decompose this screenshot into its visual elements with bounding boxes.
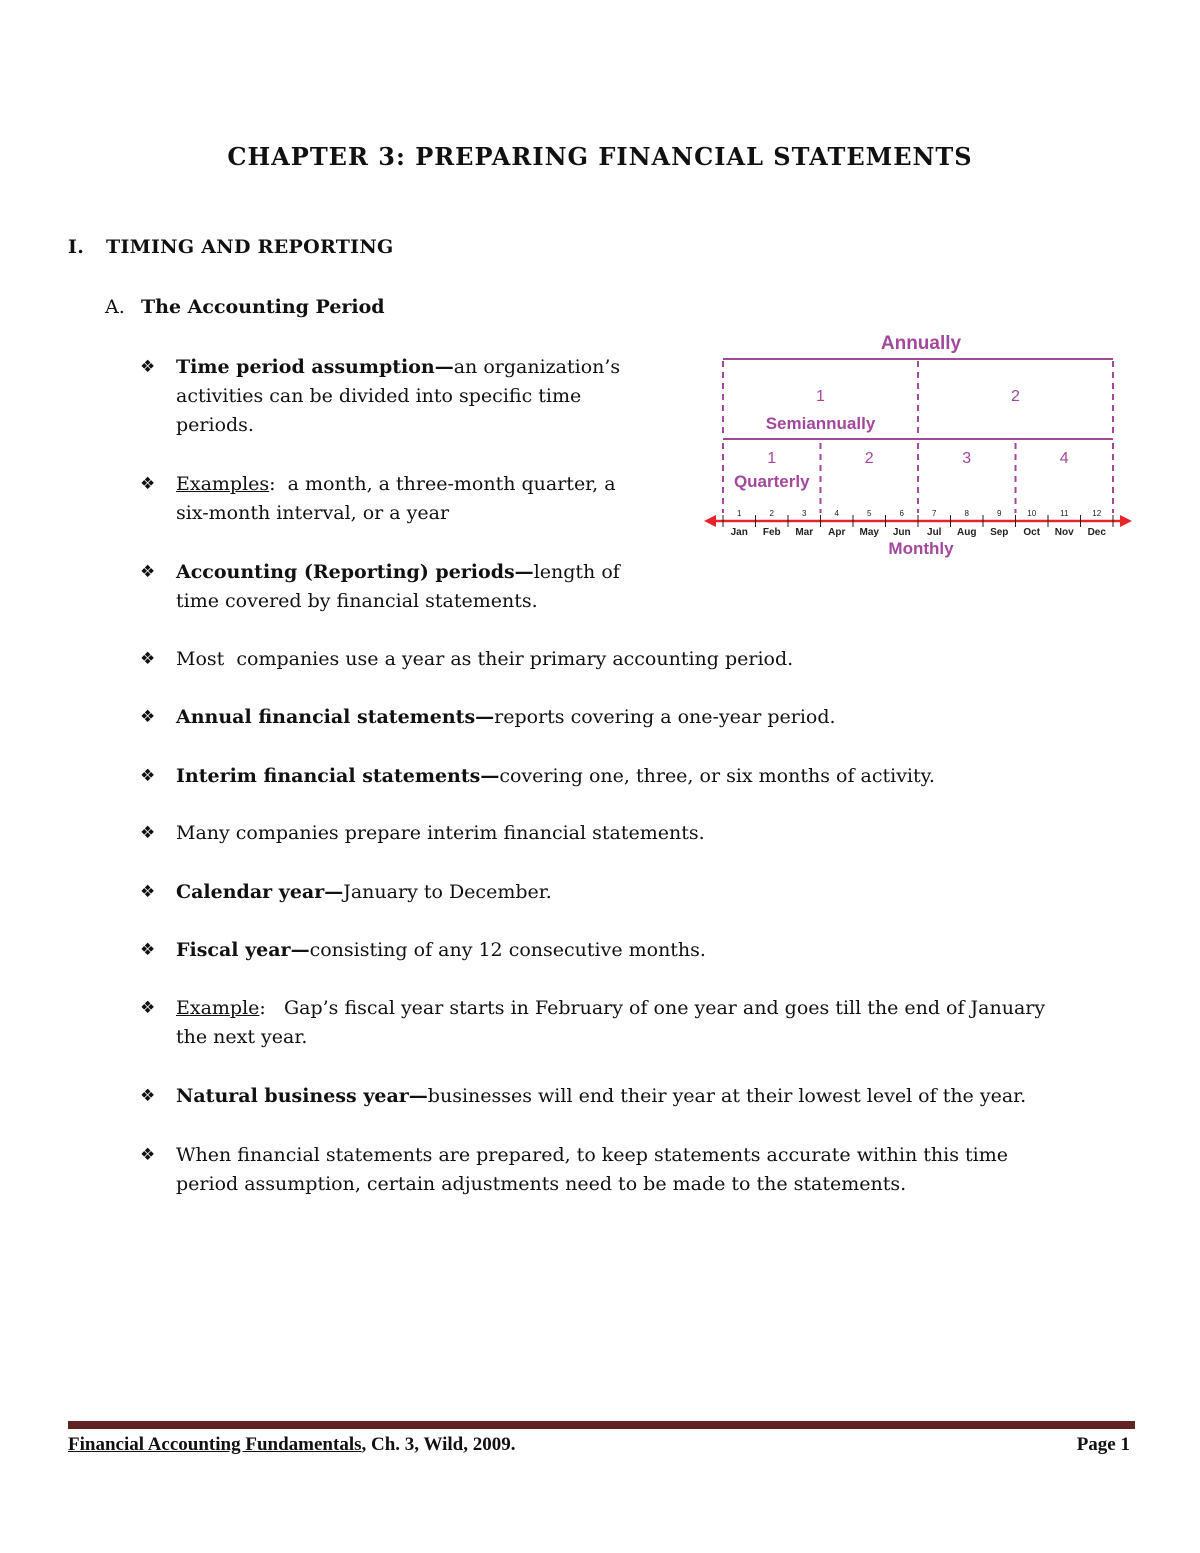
bullet-line [176, 1023, 1045, 1052]
half-number: 2 [1011, 388, 1020, 405]
month-number: 5 [867, 509, 872, 518]
footer-rule [68, 1421, 1135, 1429]
month-number: 11 [1060, 509, 1069, 518]
month-name: Feb [762, 527, 781, 538]
diamond-bullet-icon: ❖ [140, 1086, 156, 1106]
monthly-label: Monthly [888, 539, 954, 558]
text-run: Many companies prepare interim financial statements. [176, 822, 705, 844]
bullet-text [176, 936, 706, 965]
accounting-period-diagram [700, 325, 1140, 570]
underlined-label: Examples [176, 473, 270, 495]
section-title: TIMING AND REPORTING [106, 236, 394, 258]
bullet-line [176, 353, 620, 382]
bullet-line [176, 878, 552, 907]
bullet-text [176, 353, 620, 440]
text-run: Most companies use a year as their primary accounting period. [176, 648, 794, 670]
bullet-line [176, 499, 616, 528]
term: Annual financial statements— [176, 706, 495, 728]
month-name: Dec [1087, 527, 1106, 538]
text-run: consisting of any 12 consecutive months. [309, 939, 706, 961]
text-run: When financial statements are prepared, to keep statements accurate within this time [176, 1144, 1008, 1166]
bullet-text [176, 878, 552, 907]
text-run: periods. [176, 414, 254, 436]
half-number: 1 [816, 388, 825, 405]
month-name: Sep [990, 527, 1009, 538]
term: Fiscal year— [176, 939, 310, 961]
diamond-bullet-icon: ❖ [140, 766, 156, 786]
bullet-text [176, 819, 705, 848]
diamond-bullet-icon: ❖ [140, 882, 156, 902]
text-run: : a month, a three-month quarter, a [269, 473, 616, 495]
diamond-bullet-icon: ❖ [140, 649, 156, 669]
diamond-bullet-icon: ❖ [140, 562, 156, 582]
text-run: the next year. [176, 1026, 308, 1048]
month-number: 12 [1092, 509, 1102, 518]
month-number: 3 [802, 509, 807, 518]
text-run: length of [533, 561, 620, 583]
section-number: I. [68, 236, 85, 258]
month-number: 7 [932, 509, 937, 518]
month-name: Apr [828, 527, 846, 538]
subsection-letter: A. [105, 296, 125, 318]
footer-citation: , Ch. 3, Wild, 2009. [361, 1434, 516, 1455]
arrow-right-icon [1120, 515, 1132, 527]
text-run: covering one, three, or six months of activity. [499, 765, 935, 787]
month-name: May [859, 527, 879, 538]
text-run: reports covering a one-year period. [494, 706, 836, 728]
term: Calendar year— [176, 881, 344, 903]
bullet-text [176, 470, 616, 528]
diamond-bullet-icon: ❖ [140, 823, 156, 843]
month-name: Oct [1023, 527, 1041, 538]
month-number: 9 [997, 509, 1002, 518]
semiannually-label: Semiannually [765, 414, 876, 433]
bullet-line [176, 382, 620, 411]
bullet-line [176, 411, 620, 440]
bullet-line [176, 645, 793, 674]
quarter-number: 3 [962, 450, 972, 467]
month-number: 8 [964, 509, 969, 518]
footer-book-title: Financial Accounting Fundamentals [68, 1434, 362, 1455]
bullet-line [176, 994, 1045, 1023]
bullet-line [176, 703, 836, 732]
underlined-label: Example [176, 997, 260, 1019]
text-run: six-month interval, or a year [176, 502, 450, 524]
quarter-number: 2 [864, 450, 874, 467]
diamond-bullet-icon: ❖ [140, 1145, 156, 1165]
bullet-line [176, 470, 616, 499]
bullet-text [176, 762, 935, 791]
month-name: Nov [1054, 527, 1074, 538]
bullet-line [176, 936, 706, 965]
text-run: period assumption, certain adjustments need to be made to the statements. [176, 1173, 907, 1195]
month-name: Mar [795, 527, 814, 538]
month-number: 1 [737, 509, 742, 518]
page-title: CHAPTER 3: PREPARING FINANCIAL STATEMENTS [227, 142, 973, 171]
bullet-line [176, 819, 705, 848]
bullet-line [176, 1170, 1008, 1199]
footer-reference [68, 1434, 515, 1456]
bullet-text [176, 1141, 1008, 1199]
month-number: 4 [834, 509, 839, 518]
diamond-bullet-icon: ❖ [140, 940, 156, 960]
diamond-bullet-icon: ❖ [140, 357, 156, 377]
term: Time period assumption— [176, 356, 454, 378]
text-run: : Gap’s fiscal year starts in February of one year and goes till the end of January [259, 997, 1046, 1019]
month-number: 2 [769, 509, 774, 518]
bullet-line [176, 762, 935, 791]
month-name: Jun [892, 527, 911, 538]
bullet-line [176, 558, 620, 587]
page-number: Page 1 [1076, 1434, 1130, 1455]
bullet-line [176, 1082, 1026, 1111]
text-run: January to December. [343, 881, 552, 903]
text-run: an organization’s [453, 356, 621, 378]
term: Accounting (Reporting) periods— [176, 561, 534, 583]
section-heading [68, 236, 394, 258]
month-name: Jul [927, 527, 942, 538]
bullet-text [176, 558, 620, 616]
bullet-text [176, 1082, 1026, 1111]
annually-label: Annually [880, 333, 962, 354]
term: Interim financial statements— [176, 765, 500, 787]
quarter-number: 1 [767, 450, 777, 467]
term: Natural business year— [176, 1085, 428, 1107]
diamond-bullet-icon: ❖ [140, 998, 156, 1018]
bullet-text [176, 994, 1045, 1052]
bullet-line [176, 1141, 1008, 1170]
subsection-heading [105, 296, 385, 318]
month-name: Aug [957, 527, 977, 538]
text-run: time covered by financial statements. [176, 590, 538, 612]
month-number: 6 [899, 509, 904, 518]
month-number: 10 [1027, 509, 1037, 518]
bullet-line [176, 587, 620, 616]
arrow-left-icon [704, 515, 716, 527]
diamond-bullet-icon: ❖ [140, 474, 156, 494]
text-run: activities can be divided into specific time [176, 385, 582, 407]
text-run: businesses will end their year at their lowest level of the year. [427, 1085, 1027, 1107]
bullet-text [176, 645, 793, 674]
subsection-title: The Accounting Period [141, 296, 385, 318]
quarter-number: 4 [1059, 450, 1069, 467]
quarterly-label: Quarterly [733, 472, 810, 491]
month-name: Jan [730, 527, 748, 538]
bullet-text [176, 703, 836, 732]
diamond-bullet-icon: ❖ [140, 707, 156, 727]
